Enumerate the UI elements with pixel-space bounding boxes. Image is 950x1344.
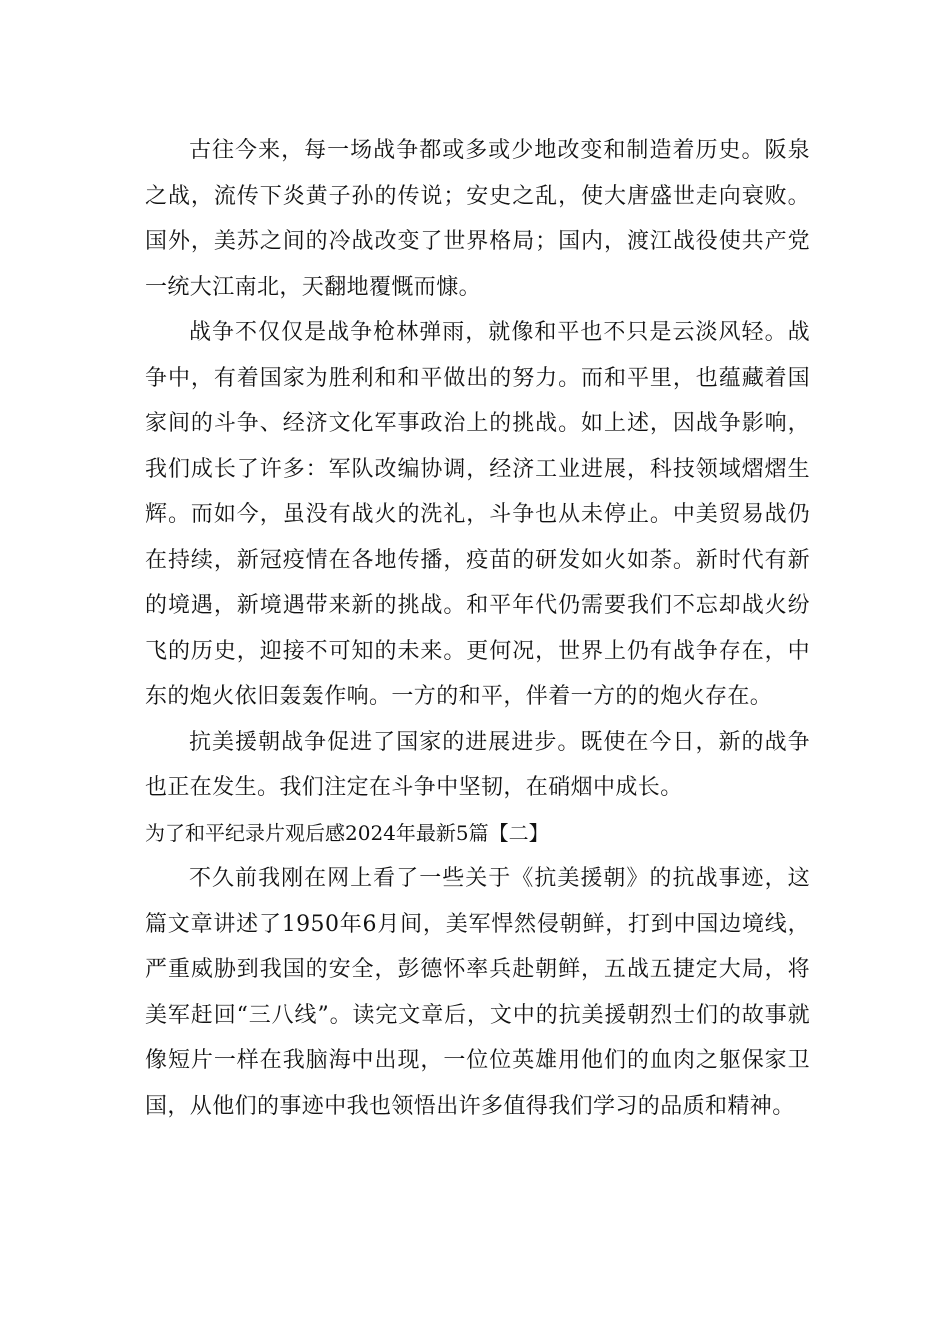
section-heading: 为了和平纪录片观后感2024年最新5篇【二】 [145, 820, 549, 845]
paragraph-korean-war-progress: 抗美援朝战争促进了国家的进展进步。既使在今日，新的战争也正在发生。我们注定在斗争中坚韧，在硝烟中成长。 [145, 729, 810, 800]
paragraph-article-reading: 不久前我刚在网上看了一些关于《抗美援朝》的抗战事迹，这篇文章讲述了1950年6月间，美军悍然侵朝鲜，打到中国边境线，严重威胁到我国的安全，彭德怀率兵赴朝鲜，五战五捷定大局，将美军赶回“三八线”。读完文章后，文中的抗美援朝烈士们的故事就像短片一样在我脑海中出现，一位位英雄用他们的血肉之躯保家卫国，从他们的事迹中我也领悟出许多值得我们学习的品质和精神。 [145, 866, 810, 1119]
document-body [145, 128, 810, 1129]
paragraph-ancient-wars: 古往今来，每一场战争都或多或少地改变和制造着历史。阪泉之战，流传下炎黄子孙的传说；安史之乱，使大唐盛世走向衰败。国外，美苏之间的冷战改变了世界格局；国内，渡江战役使共产党一统大江南北，天翻地覆慨而慷。 [145, 138, 810, 300]
paragraph-war-and-peace: 战争不仅仅是战争枪林弹雨，就像和平也不只是云淡风轻。战争中，有着国家为胜利和和平做出的努力。而和平里，也蕴藏着国家间的斗争、经济文化军事政治上的挑战。如上述，因战争影响，我们成长了许多：军队改编协调，经济工业进展，科技领域熠熠生辉。而如今，虽没有战火的洗礼，斗争也从未停止。中美贸易战仍在持续，新冠疫情在各地传播，疫苗的研发如火如荼。新时代有新的境遇，新境遇带来新的挑战。和平年代仍需要我们不忘却战火纷飞的历史，迎接不可知的未来。更何况，世界上仍有战争存在，中东的炮火依旧轰轰作响。一方的和平，伴着一方的的炮火存在。 [145, 320, 810, 709]
